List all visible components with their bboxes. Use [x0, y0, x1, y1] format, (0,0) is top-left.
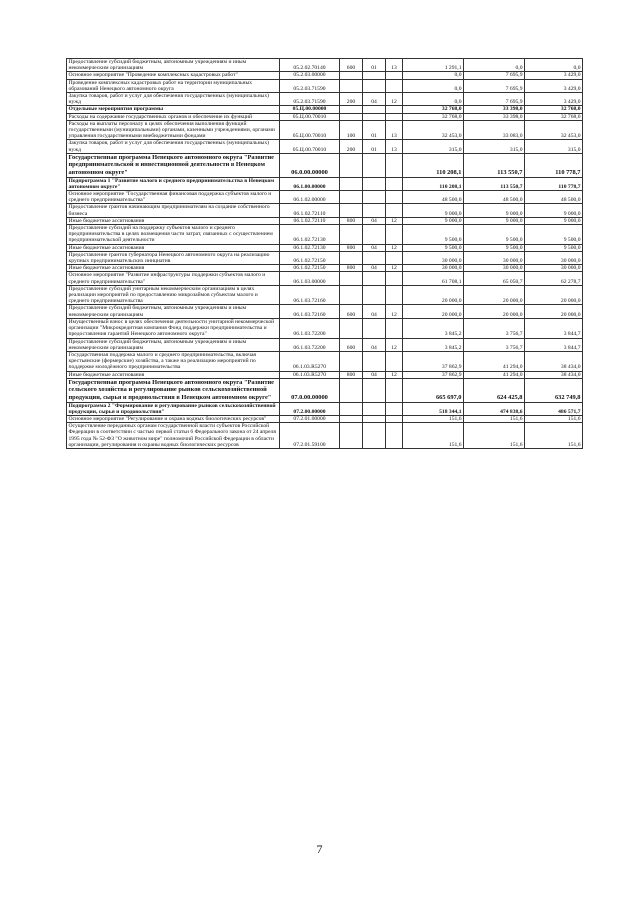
table-row: [67, 251, 583, 264]
row-name-cell: Имущественный взнос в целях обеспечения деятельности унитарной некоммерческой организации "Микрокредитная компания Фонд поддержки предпринимательства и предоставления гарантий Ненецкого автономного округа": [67, 318, 280, 338]
target-code-cell: 05.2.03.71590: [280, 79, 340, 92]
amount-year2-cell: 20 000,0: [464, 305, 525, 318]
row-name-cell: Предоставление субсидий бюджетным, автономным учреждениям и иным некоммерческим организациям: [67, 338, 280, 351]
table-row: [67, 423, 583, 449]
subsection-cell: 13: [386, 59, 403, 72]
amount-year1-cell: 9 500,0: [403, 225, 464, 245]
subsection-cell: [386, 402, 403, 415]
table-row: [67, 225, 583, 245]
budget-table-sheet: [66, 58, 582, 449]
expense-type-cell: 600: [340, 338, 363, 351]
subsection-cell: [386, 415, 403, 422]
section-cell: [363, 272, 386, 285]
table-row: [67, 204, 583, 217]
target-code-cell: 06.1.03.R5270: [280, 351, 340, 371]
target-code-cell: 06.1.02.72130: [280, 244, 340, 251]
section-cell: 01: [363, 59, 386, 72]
section-cell: [363, 177, 386, 190]
section-cell: [363, 318, 386, 338]
amount-year3-cell: 30 000,0: [525, 251, 583, 264]
row-name-cell: Основное мероприятие "Государственная финансовая поддержка субъектов малого и среднего предпринимательства": [67, 191, 280, 204]
amount-year3-cell: 30 000,0: [525, 265, 583, 272]
row-name-cell: Закупка товаров, работ и услуг для обеспечения государственных (муниципальных) нужд: [67, 93, 280, 106]
section-cell: [363, 113, 386, 120]
section-cell: [363, 378, 386, 402]
amount-year2-cell: 48 500,0: [464, 191, 525, 204]
budget-table-body: [67, 59, 583, 449]
expense-type-cell: [340, 177, 363, 190]
row-name-cell: Подпрограмма 2 "Формирование и регулирование рынков сельскохозяйственной продукции, сырья и продовольствия": [67, 402, 280, 415]
target-code-cell: 06.1.02.72150: [280, 265, 340, 272]
expense-type-cell: 200: [340, 140, 363, 153]
amount-year1-cell: 315,0: [403, 140, 464, 153]
target-code-cell: 06.1.02.72110: [280, 217, 340, 224]
section-cell: 04: [363, 338, 386, 351]
section-cell: 01: [363, 120, 386, 140]
subsection-cell: [386, 204, 403, 217]
amount-year3-cell: 3 429,0: [525, 79, 583, 92]
subsection-cell: [386, 106, 403, 113]
expense-type-cell: [340, 106, 363, 113]
section-cell: [363, 285, 386, 305]
table-row: [67, 217, 583, 224]
amount-year1-cell: 3 845,2: [403, 318, 464, 338]
row-name-cell: Государственная программа Ненецкого автономного округа "Развитие сельского хозяйства и регулирование рынков сельскохозяйственной продукции, сырья и продовольствия в Ненецком автономном округе": [67, 378, 280, 402]
target-code-cell: 05.2.02.70140: [280, 59, 340, 72]
row-name-cell: Предоставление субсидий на поддержку субъектов малого и среднего предпринимательства в целях возмещения части затрат, связанных с осуществлением предпринимательской деятельности: [67, 225, 280, 245]
section-cell: [363, 79, 386, 92]
row-name-cell: Иные бюджетные ассигнования: [67, 244, 280, 251]
target-code-cell: 07.2.01.59100: [280, 423, 340, 449]
subsection-cell: [386, 251, 403, 264]
expense-type-cell: [340, 72, 363, 79]
amount-year2-cell: 624 425,8: [464, 378, 525, 402]
amount-year3-cell: 151,6: [525, 423, 583, 449]
target-code-cell: 06.1.03.72160: [280, 305, 340, 318]
amount-year2-cell: 0,0: [464, 59, 525, 72]
section-cell: 04: [363, 93, 386, 106]
table-row: [67, 378, 583, 402]
section-cell: [363, 204, 386, 217]
amount-year1-cell: 110 208,1: [403, 153, 464, 177]
amount-year3-cell: 9 000,0: [525, 204, 583, 217]
target-code-cell: 05.2.03.71590: [280, 93, 340, 106]
amount-year3-cell: 151,6: [525, 415, 583, 422]
subsection-cell: 12: [386, 305, 403, 318]
expense-type-cell: [340, 113, 363, 120]
amount-year2-cell: 41 294,0: [464, 371, 525, 378]
amount-year3-cell: 32 768,0: [525, 106, 583, 113]
target-code-cell: 06.0.00.00000: [280, 153, 340, 177]
target-code-cell: 05.Ц.00.70010: [280, 113, 340, 120]
row-name-cell: Расходы на содержание государственных органов и обеспечение их функций: [67, 113, 280, 120]
amount-year3-cell: 38 434,0: [525, 351, 583, 371]
amount-year1-cell: 1 291,1: [403, 59, 464, 72]
expense-type-cell: [340, 272, 363, 285]
amount-year2-cell: 41 294,0: [464, 351, 525, 371]
section-cell: [363, 191, 386, 204]
amount-year1-cell: 30 000,0: [403, 265, 464, 272]
amount-year1-cell: 110 208,1: [403, 177, 464, 190]
section-cell: 04: [363, 305, 386, 318]
amount-year2-cell: 33 398,0: [464, 106, 525, 113]
row-name-cell: Предоставление субсидий бюджетным, автономным учреждениям и иным некоммерческим организациям: [67, 59, 280, 72]
subsection-cell: 13: [386, 120, 403, 140]
subsection-cell: 12: [386, 265, 403, 272]
subsection-cell: 12: [386, 217, 403, 224]
target-code-cell: 07.0.00.00000: [280, 378, 340, 402]
expense-type-cell: [340, 153, 363, 177]
table-row: [67, 244, 583, 251]
expense-type-cell: [340, 402, 363, 415]
expense-type-cell: [340, 251, 363, 264]
amount-year1-cell: 37 862,9: [403, 371, 464, 378]
target-code-cell: 06.1.00.00000: [280, 177, 340, 190]
target-code-cell: 07.2.01.00000: [280, 415, 340, 422]
row-name-cell: Подпрограмма 1 "Развитие малого и среднего предпринимательства в Ненецком автономном округе": [67, 177, 280, 190]
expense-type-cell: [340, 351, 363, 371]
table-row: [67, 338, 583, 351]
amount-year3-cell: 9 500,0: [525, 225, 583, 245]
amount-year1-cell: 665 697,0: [403, 378, 464, 402]
row-name-cell: Иные бюджетные ассигнования: [67, 217, 280, 224]
table-row: [67, 106, 583, 113]
subsection-cell: [386, 153, 403, 177]
amount-year1-cell: 20 000,0: [403, 305, 464, 318]
target-code-cell: 06.1.02.72110: [280, 204, 340, 217]
row-name-cell: Осуществление переданных органам государственной власти субъектов Российской Федерации в соответствии с частью первой статьи 6 Федерального закона от 24 апреля 1995 года № 52-ФЗ "О животном мире" полномочий Российской Федерации в области организации, регулирования и охраны водных биологических ресурсов: [67, 423, 280, 449]
expense-type-cell: 800: [340, 265, 363, 272]
amount-year1-cell: 48 500,0: [403, 191, 464, 204]
expense-type-cell: 600: [340, 305, 363, 318]
subsection-cell: 12: [386, 371, 403, 378]
subsection-cell: [386, 272, 403, 285]
amount-year3-cell: 632 749,8: [525, 378, 583, 402]
amount-year3-cell: 48 500,0: [525, 191, 583, 204]
amount-year1-cell: 61 708,1: [403, 272, 464, 285]
amount-year3-cell: 3 844,7: [525, 338, 583, 351]
amount-year1-cell: 0,0: [403, 72, 464, 79]
amount-year2-cell: 65 050,7: [464, 272, 525, 285]
amount-year2-cell: 9 500,0: [464, 225, 525, 245]
section-cell: 04: [363, 244, 386, 251]
target-code-cell: 07.2.00.00000: [280, 402, 340, 415]
subsection-cell: [386, 351, 403, 371]
expense-type-cell: 800: [340, 244, 363, 251]
expense-type-cell: 600: [340, 59, 363, 72]
table-row: [67, 72, 583, 79]
amount-year2-cell: 7 695,9: [464, 79, 525, 92]
amount-year2-cell: 113 550,7: [464, 153, 525, 177]
amount-year2-cell: 151,6: [464, 415, 525, 422]
page-number: 7: [316, 842, 323, 856]
subsection-cell: [386, 72, 403, 79]
amount-year1-cell: 0,0: [403, 93, 464, 106]
amount-year2-cell: 30 000,0: [464, 251, 525, 264]
table-row: [67, 285, 583, 305]
amount-year2-cell: 9 500,0: [464, 244, 525, 251]
amount-year1-cell: 151,6: [403, 415, 464, 422]
budget-table: [66, 58, 583, 449]
expense-type-cell: [340, 285, 363, 305]
amount-year3-cell: 3 429,0: [525, 93, 583, 106]
target-code-cell: 05.Ц.00.00000: [280, 106, 340, 113]
amount-year3-cell: 20 000,0: [525, 285, 583, 305]
table-row: [67, 272, 583, 285]
section-cell: 04: [363, 217, 386, 224]
target-code-cell: 06.1.03.72200: [280, 318, 340, 338]
section-cell: 01: [363, 140, 386, 153]
table-row: [67, 113, 583, 120]
expense-type-cell: [340, 79, 363, 92]
amount-year3-cell: 9 000,0: [525, 217, 583, 224]
amount-year1-cell: 32 768,0: [403, 113, 464, 120]
amount-year3-cell: 38 434,0: [525, 371, 583, 378]
expense-type-cell: 800: [340, 217, 363, 224]
section-cell: [363, 251, 386, 264]
subsection-cell: 12: [386, 93, 403, 106]
table-row: [67, 265, 583, 272]
section-cell: [363, 351, 386, 371]
amount-year1-cell: 9 000,0: [403, 217, 464, 224]
target-code-cell: 05.Ц.00.70010: [280, 120, 340, 140]
table-row: [67, 351, 583, 371]
table-row: [67, 318, 583, 338]
table-row: [67, 371, 583, 378]
row-name-cell: Основное мероприятие "Проведение комплексных кадастровых работ": [67, 72, 280, 79]
amount-year2-cell: 474 838,6: [464, 402, 525, 415]
section-cell: [363, 415, 386, 422]
section-cell: [363, 106, 386, 113]
target-code-cell: 05.Ц.00.70010: [280, 140, 340, 153]
amount-year3-cell: 315,0: [525, 140, 583, 153]
amount-year3-cell: 3 844,7: [525, 318, 583, 338]
amount-year3-cell: 110 778,7: [525, 177, 583, 190]
expense-type-cell: 800: [340, 371, 363, 378]
amount-year3-cell: 62 278,7: [525, 272, 583, 285]
table-row: [67, 177, 583, 190]
amount-year3-cell: 110 778,7: [525, 153, 583, 177]
subsection-cell: [386, 177, 403, 190]
table-row: [67, 79, 583, 92]
target-code-cell: 06.1.02.72130: [280, 225, 340, 245]
table-row: [67, 59, 583, 72]
amount-year2-cell: 33 398,0: [464, 113, 525, 120]
target-code-cell: 06.1.03.00000: [280, 272, 340, 285]
subsection-cell: [386, 318, 403, 338]
target-code-cell: 06.1.03.R5270: [280, 371, 340, 378]
table-row: [67, 402, 583, 415]
amount-year2-cell: 9 000,0: [464, 204, 525, 217]
table-row: [67, 120, 583, 140]
amount-year1-cell: 32 453,0: [403, 120, 464, 140]
row-name-cell: Государственная поддержка малого и среднего предпринимательства, включая крестьянские (фермерские) хозяйства, а также на реализацию мероприятий по поддержке молодёжного предпринимательства: [67, 351, 280, 371]
amount-year2-cell: 7 695,9: [464, 72, 525, 79]
amount-year2-cell: 30 000,0: [464, 265, 525, 272]
row-name-cell: Государственная программа Ненецкого автономного округа "Развитие предпринимательской и инвестиционной деятельности в Ненецком автономном округе": [67, 153, 280, 177]
amount-year1-cell: 518 344,1: [403, 402, 464, 415]
table-row: [67, 305, 583, 318]
section-cell: [363, 423, 386, 449]
subsection-cell: [386, 378, 403, 402]
expense-type-cell: [340, 318, 363, 338]
subsection-cell: [386, 79, 403, 92]
amount-year3-cell: 3 429,0: [525, 72, 583, 79]
expense-type-cell: 200: [340, 93, 363, 106]
amount-year3-cell: 20 000,0: [525, 305, 583, 318]
row-name-cell: Проведение комплексных кадастровых работ на территории муниципальных образований Ненецкого автономного округа: [67, 79, 280, 92]
target-code-cell: 06.1.03.72160: [280, 285, 340, 305]
amount-year1-cell: 20 000,0: [403, 285, 464, 305]
row-name-cell: Предоставление грантов начинающим предпринимателям на создание собственного бизнеса: [67, 204, 280, 217]
table-row: [67, 140, 583, 153]
section-cell: [363, 72, 386, 79]
amount-year1-cell: 37 862,9: [403, 351, 464, 371]
row-name-cell: Предоставление субсидий бюджетным, автономным учреждениям и иным некоммерческим организациям: [67, 305, 280, 318]
amount-year2-cell: 20 000,0: [464, 285, 525, 305]
row-name-cell: Основное мероприятие "Регулирование и охрана водных биологических ресурсов": [67, 415, 280, 422]
amount-year2-cell: 151,6: [464, 423, 525, 449]
table-row: [67, 93, 583, 106]
expense-type-cell: [340, 378, 363, 402]
expense-type-cell: [340, 423, 363, 449]
row-name-cell: Расходы на выплаты персоналу в целях обеспечения выполнения функций государственными (муниципальными) органами, казенными учреждениями, органами управления государственными внебюджетными фондами: [67, 120, 280, 140]
target-code-cell: 06.1.02.72150: [280, 251, 340, 264]
target-code-cell: 06.1.03.72200: [280, 338, 340, 351]
section-cell: 04: [363, 371, 386, 378]
amount-year1-cell: 32 768,0: [403, 106, 464, 113]
amount-year2-cell: 7 695,9: [464, 93, 525, 106]
table-row: [67, 153, 583, 177]
subsection-cell: [386, 113, 403, 120]
subsection-cell: [386, 285, 403, 305]
subsection-cell: [386, 423, 403, 449]
amount-year1-cell: 30 000,0: [403, 251, 464, 264]
amount-year1-cell: 3 845,2: [403, 338, 464, 351]
amount-year3-cell: 32 768,0: [525, 113, 583, 120]
subsection-cell: 12: [386, 338, 403, 351]
target-code-cell: 06.1.02.00000: [280, 191, 340, 204]
amount-year3-cell: 32 453,0: [525, 120, 583, 140]
subsection-cell: [386, 225, 403, 245]
amount-year1-cell: 9 000,0: [403, 204, 464, 217]
amount-year3-cell: 9 500,0: [525, 244, 583, 251]
amount-year2-cell: 3 756,7: [464, 318, 525, 338]
row-name-cell: Предоставление субсидий унитарным некоммерческим организациям в целях реализации мероприятий по предоставлению микрозаймов субъектам малого и среднего предпринимательства: [67, 285, 280, 305]
amount-year1-cell: 0,0: [403, 79, 464, 92]
expense-type-cell: [340, 191, 363, 204]
amount-year2-cell: 9 000,0: [464, 217, 525, 224]
amount-year2-cell: 113 550,7: [464, 177, 525, 190]
amount-year2-cell: 3 756,7: [464, 338, 525, 351]
subsection-cell: [386, 191, 403, 204]
row-name-cell: Основное мероприятие "Развитие инфраструктуры поддержки субъектов малого и среднего предпринимательства": [67, 272, 280, 285]
amount-year3-cell: 486 571,7: [525, 402, 583, 415]
expense-type-cell: 100: [340, 120, 363, 140]
amount-year2-cell: 315,0: [464, 140, 525, 153]
row-name-cell: Закупка товаров, работ и услуг для обеспечения государственных (муниципальных) нужд: [67, 140, 280, 153]
amount-year1-cell: 9 500,0: [403, 244, 464, 251]
row-name-cell: Предоставление грантов губернатора Ненецкого автономного округа на реализацию крупных предпринимательских инициатив: [67, 251, 280, 264]
row-name-cell: Отдельные мероприятия программы: [67, 106, 280, 113]
subsection-cell: 12: [386, 244, 403, 251]
section-cell: 04: [363, 265, 386, 272]
amount-year3-cell: 0,0: [525, 59, 583, 72]
expense-type-cell: [340, 204, 363, 217]
expense-type-cell: [340, 415, 363, 422]
table-row: [67, 415, 583, 422]
table-row: [67, 191, 583, 204]
target-code-cell: 05.2.03.00000: [280, 72, 340, 79]
section-cell: [363, 402, 386, 415]
row-name-cell: Иные бюджетные ассигнования: [67, 265, 280, 272]
expense-type-cell: [340, 225, 363, 245]
section-cell: [363, 225, 386, 245]
subsection-cell: 13: [386, 140, 403, 153]
row-name-cell: Иные бюджетные ассигнования: [67, 371, 280, 378]
amount-year2-cell: 33 083,0: [464, 120, 525, 140]
section-cell: [363, 153, 386, 177]
amount-year1-cell: 151,6: [403, 423, 464, 449]
